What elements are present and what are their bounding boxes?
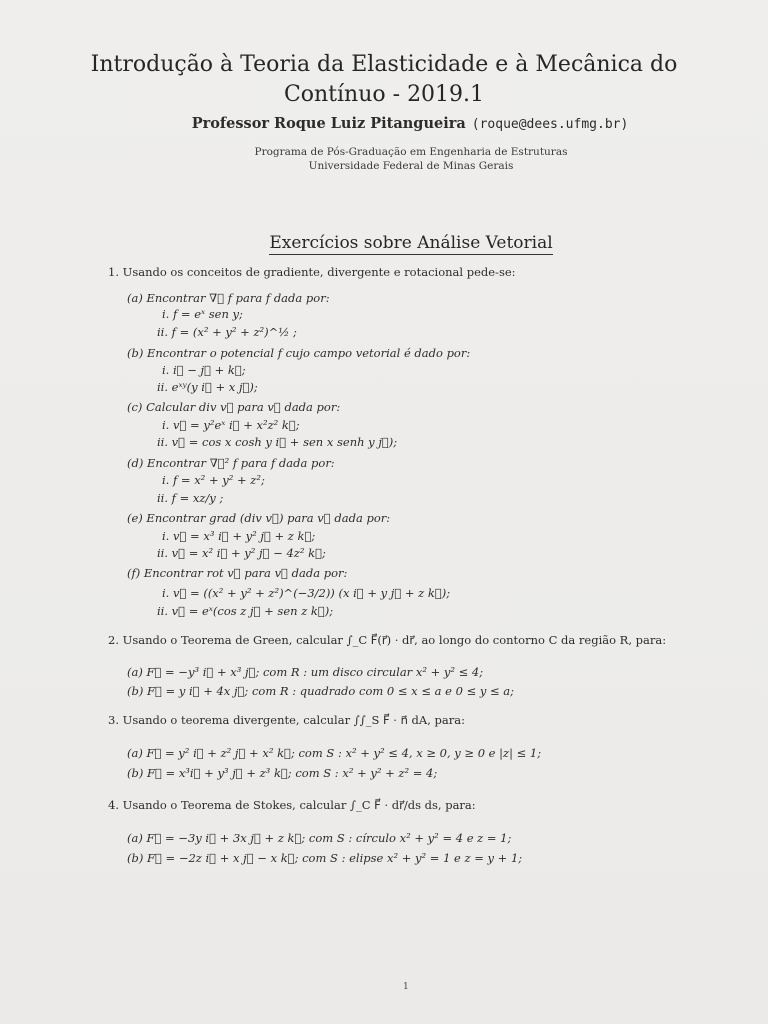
document-title bbox=[60, 50, 708, 110]
exercise-1: 1. Usando os conceitos de gradiente, divergente e rotacional pede-se: bbox=[108, 265, 516, 279]
exercise-3a: (a) F⃗ = y² i⃗ + z² j⃗ + x² k⃗; com S : x² + y² ≤ 4, x ≥ 0, y ≥ 0 e |z| ≤ 1; bbox=[127, 746, 542, 760]
exercise-1d-i: i. f = x² + y² + z²; bbox=[162, 473, 265, 487]
exercise-1f-i: i. v⃗ = ((x² + y² + z²)^(−3/2)) (x i⃗ + y j⃗ + z k⃗); bbox=[162, 586, 451, 600]
exercise-4a: (a) F⃗ = −3y i⃗ + 3x j⃗ + z k⃗; com S : círculo x² + y² = 4 e z = 1; bbox=[127, 831, 512, 845]
exercise-1f-ii: ii. v⃗ = eˣ(cos z j⃗ + sen z k⃗); bbox=[157, 604, 334, 618]
exercise-1a-ii: ii. f = (x² + y² + z²)^½ ; bbox=[157, 325, 297, 339]
exercise-3b: (b) F⃗ = x³i⃗ + y³ j⃗ + z³ k⃗; com S : x² + y² + z² = 4; bbox=[127, 766, 438, 780]
exercise-2b: (b) F⃗ = y i⃗ + 4x j⃗; com R : quadrado com 0 ≤ x ≤ a e 0 ≤ y ≤ a; bbox=[127, 684, 515, 698]
exercise-3: 3. Usando o teorema divergente, calcular ∫∫_S F⃗ · n⃗ dA, para: bbox=[108, 713, 465, 727]
author-line bbox=[0, 115, 768, 132]
exercise-1d: (d) Encontrar ∇⃗² f para f dada por: bbox=[127, 456, 335, 470]
exercise-1b: (b) Encontrar o potencial f cujo campo vetorial é dado por: bbox=[127, 346, 471, 360]
exercise-1d-ii: ii. f = xz/y ; bbox=[157, 491, 224, 505]
author-name: Professor Roque Luiz Pitangueira bbox=[191, 115, 466, 132]
exercise-1e-i: i. v⃗ = x³ i⃗ + y² j⃗ + z k⃗; bbox=[162, 529, 316, 543]
exercise-1b-ii: ii. eˣʸ(y i⃗ + x j⃗); bbox=[157, 380, 258, 394]
section-title: Exercícios sobre Análise Vetorial bbox=[269, 233, 553, 253]
exercise-1a: (a) Encontrar ∇⃗ f para f dada por: bbox=[127, 291, 330, 305]
exercise-2a: (a) F⃗ = −y³ i⃗ + x³ j⃗; com R : um disco circular x² + y² ≤ 4; bbox=[127, 665, 484, 679]
university-name: Universidade Federal de Minas Gerais bbox=[308, 160, 514, 172]
title-line-2: Contínuo - 2019.1 bbox=[283, 82, 485, 107]
exercise-4: 4. Usando o Teorema de Stokes, calcular ∫_C F⃗ · dr⃗/ds ds, para: bbox=[108, 798, 476, 812]
exercise-1a-i: i. f = eˣ sen y; bbox=[162, 307, 243, 321]
exercise-1b-i: i. i⃗ − j⃗ + k⃗; bbox=[162, 363, 246, 377]
exercise-1c-ii: ii. v⃗ = cos x cosh y i⃗ + sen x senh y j⃗); bbox=[157, 435, 398, 449]
title-line-1: Introdução à Teoria da Elasticidade e à Mecânica do bbox=[90, 52, 678, 77]
program-name: Programa de Pós-Graduação em Engenharia de Estruturas bbox=[254, 146, 568, 158]
exercise-1c: (c) Calcular div v⃗ para v⃗ dada por: bbox=[127, 400, 341, 414]
exercise-1f: (f) Encontrar rot v⃗ para v⃗ dada por: bbox=[127, 566, 348, 580]
exercise-1e: (e) Encontrar grad (div v⃗) para v⃗ dada por: bbox=[127, 511, 391, 525]
exercise-1c-i: i. v⃗ = y²eˣ i⃗ + x²z² k⃗; bbox=[162, 418, 300, 432]
exercise-4b: (b) F⃗ = −2z i⃗ + x j⃗ − x k⃗; com S : elipse x² + y² = 1 e z = y + 1; bbox=[127, 851, 523, 865]
page-number: 1 bbox=[403, 982, 409, 992]
author-email: (roque@dees.ufmg.br) bbox=[471, 117, 629, 132]
exercise-2: 2. Usando o Teorema de Green, calcular ∫_C F⃗(r⃗) · dr⃗, ao longo do contorno C da região R, para: bbox=[108, 633, 667, 647]
exercise-1e-ii: ii. v⃗ = x² i⃗ + y² j⃗ − 4z² k⃗; bbox=[157, 546, 326, 560]
